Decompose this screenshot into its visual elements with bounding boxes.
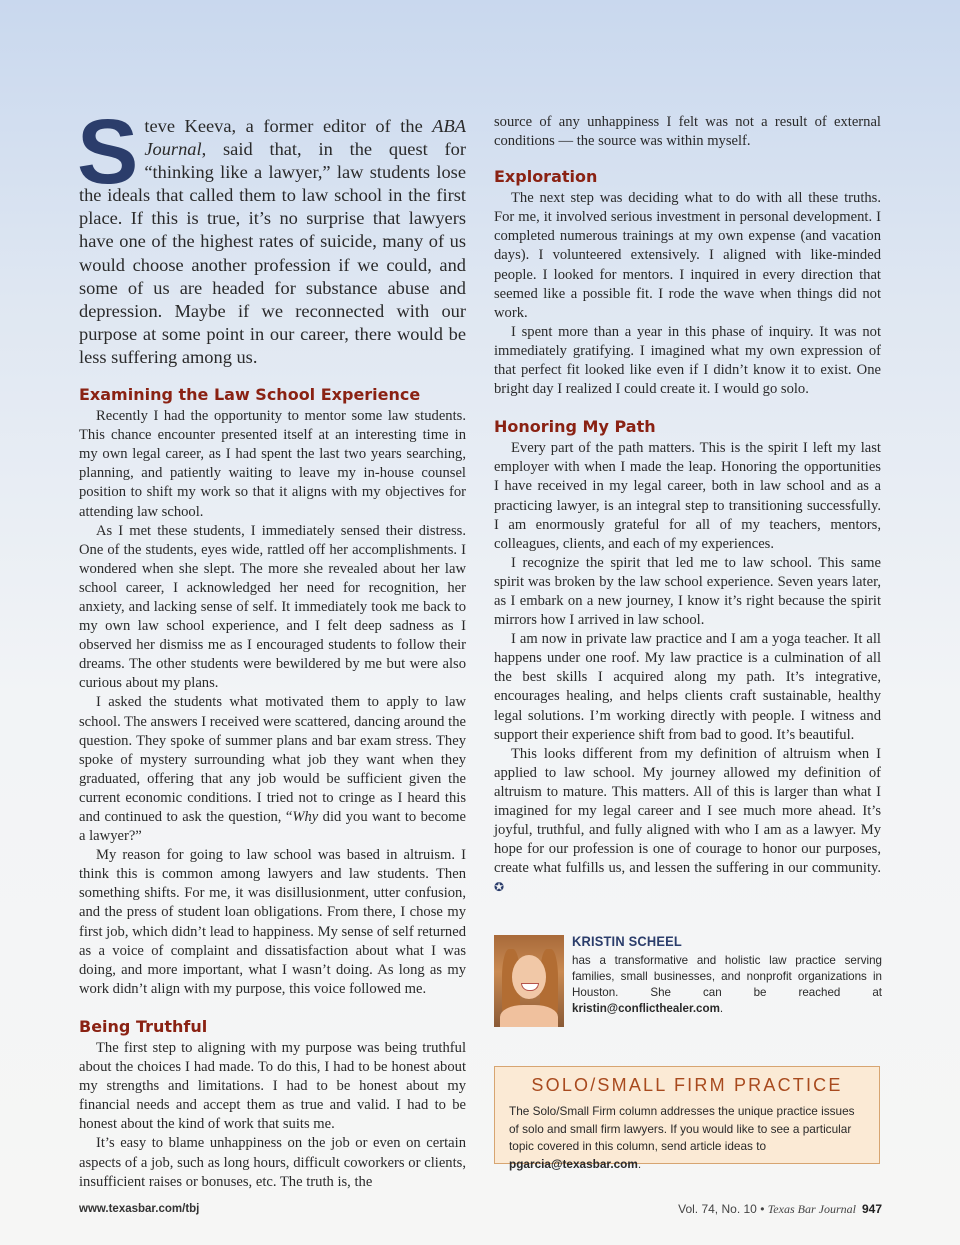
author-name: KRISTIN SCHEEL (572, 933, 682, 949)
paragraph: The next step was deciding what to do with all these truths. For me, it involved serious investment in personal development. I completed numerous trainings at my own expense (and vacation days). I volunteered extensively. I aligned with like-minded people. I looked for mentors. I inquired in every direction that seemed like a possible fit. I rode the wave when things did not work. (494, 190, 881, 321)
solo-box-text: The Solo/Small Firm column addresses the unique practice issues of solo and small firm lawyers. If you would like to see a particular topic covered in this column, send article ideas to pgarcia@texasbar.com. (509, 1104, 855, 1171)
author-bio-block (494, 933, 881, 1028)
paragraph: Recently I had the opportunity to mentor some law students. This chance encounter presented itself at an interesting time in my own legal career, as I had spent the last two years searching, planning, and patiently waiting to leave my in-house counsel position to shift my work so that it aligns with my objectives for attending law school. (79, 408, 466, 520)
paragraph: I am now in private law practice and I am a yoga teacher. It all happens under one roof. My law practice is a culmination of all the best skills I acquired along my path. It’s integrative, encourages healing, and helps clients craft sustainable, healthy legal solutions. I’m working directly with people. I witness and support their experience shift from bad to good. It’s beautiful. (494, 631, 881, 743)
drop-cap: S (77, 101, 139, 203)
paragraph-continued: source of any unhappiness I felt was not a result of external conditions — the source was within myself. (494, 114, 881, 150)
paragraph: This looks different from my definition of altruism when I applied to law school. My journey allowed my definition of altruism to mature. This matters. All of this is larger than what I imagined for my legal career and I see much more ahead. It’s joyful, truthful, and fully aligned with who I am as a lawyer. My hope for our profession is one of courage to honor our purposes, create what fulfills us, and lessen the suffering in our community. ✪ (494, 745, 881, 895)
paragraph: I spent more than a year in this phase of inquiry. It was not immediately gratifying. I imagined what my own expression of that perfect fit looked like even if I didn’t know it to exist. One bright day I realized I could create it. I would go solo. (494, 323, 881, 398)
heading-exploration: Exploration (494, 167, 598, 187)
paragraph: I recognize the spirit that led me to law school. This same spirit was broken by the law school experience. Seven years later, as I embark on a new journey, I know it’s right because the spirit mirrors how I arrived in law school. (494, 554, 881, 629)
paragraph: My reason for going to law school was based in altruism. I think this is common among lawyers and law students. Then something shifts. For me, it was disillusionment, utter confusion, and the press of student loan obligations. From there, I chose my first job, which didn’t lead to happiness. My sense of self returned as a voice of complaint and dissatisfaction about what I was doing, and more important, what I wasn’t doing. As long as my work didn’t align with my purpose, this voice followed me. (79, 847, 466, 997)
heading-truthful: Being Truthful (79, 1016, 208, 1036)
solo-small-firm-box (494, 1066, 880, 1171)
page-number: 947 (861, 1202, 882, 1216)
paragraph: Every part of the path matters. This is the spirit I left my last employer with when I made the leap. Honoring the opportunities I have received in my legal career, both in law school and as a practicing lawyer, is an integral step to transitioning successfully. I am enormously grateful for all of my teachers, mentors, colleagues, clients, and each of my experiences. (494, 440, 881, 552)
paragraph: The first step to aligning with my purpose was being truthful about the choices I had made. To do this, I had to be honest about my strengths and limitations. I had to be honest about my financial needs and accept them as true and valid. I had to be honest about the kind of work that suits me. (79, 1039, 466, 1133)
footer-issue-info: Vol. 74, No. 10 • Texas Bar Journal 947 (678, 1202, 882, 1216)
editor-email-link[interactable]: pgarcia@texasbar.com (509, 1156, 638, 1171)
author-bio: has a transformative and holistic law practice serving families, small businesses, and nonprofit organizations in Houston. She can be reached at kristin@conflicthealer.com. (572, 954, 882, 1015)
author-photo (494, 935, 564, 1027)
left-column (77, 101, 466, 1192)
author-email-link[interactable]: kristin@conflicthealer.com (572, 1002, 720, 1015)
paragraph: I asked the students what motivated them to apply to law school. The answers I received were scattered, dancing around the question. They spoke of summer plans and bar exam stress. They spoke of mystery surrounding what job they want when they graduated, offering that any job would be sufficient given the current economic conditions. I tried not to cringe as I heard this and continued to ask the question, “Why did you want to become a lawyer?” (79, 694, 466, 845)
end-mark-icon: ✪ (494, 880, 505, 895)
paragraph: As I met these students, I immediately sensed their distress. One of the students, eyes wide, rattled off her accomplishments. I wondered when she slept. The more she revealed about her law school career, I acknowledged her need for recognition, her anxiety, and lacking sense of self. It immediately took me back to my own law school experience, and I felt deep sadness as I observed her dismiss me as I encouraged students to follow their dreams. The other students were bewildered by me but were also curious about my plans. (79, 522, 466, 692)
right-column (494, 113, 881, 897)
heading-examining: Examining the Law School Experience (79, 385, 421, 405)
intro-paragraph: Steve Keeva, a former editor of the ABA Journal, said that, in the quest for “thinking like a lawyer,” law students lose the ideals that called them to law school in the first place. If this is true, it’s no surprise that lawyers have one of the highest rates of suicide, many of us would choose another profession if we could, and some of us are headed for substance abuse and depression. Maybe if we reconnected with our purpose at some point in our career, there would be less suffering among us. (77, 101, 466, 367)
solo-box-title: SOLO/SMALL FIRM PRACTICE (531, 1075, 843, 1095)
publication-title: ABA Journal (144, 116, 466, 160)
heading-honoring: Honoring My Path (494, 417, 656, 437)
paragraph: It’s easy to blame unhappiness on the job or even on certain aspects of a job, such as long hours, difficult coworkers or clients, insufficient raises or bonuses, etc. The truth is, the (79, 1135, 466, 1190)
footer-volume: Vol. 74, No. 10 (678, 1202, 757, 1216)
footer-url[interactable]: www.texasbar.com/tbj (79, 1203, 200, 1215)
footer-journal: Texas Bar Journal (767, 1202, 856, 1216)
